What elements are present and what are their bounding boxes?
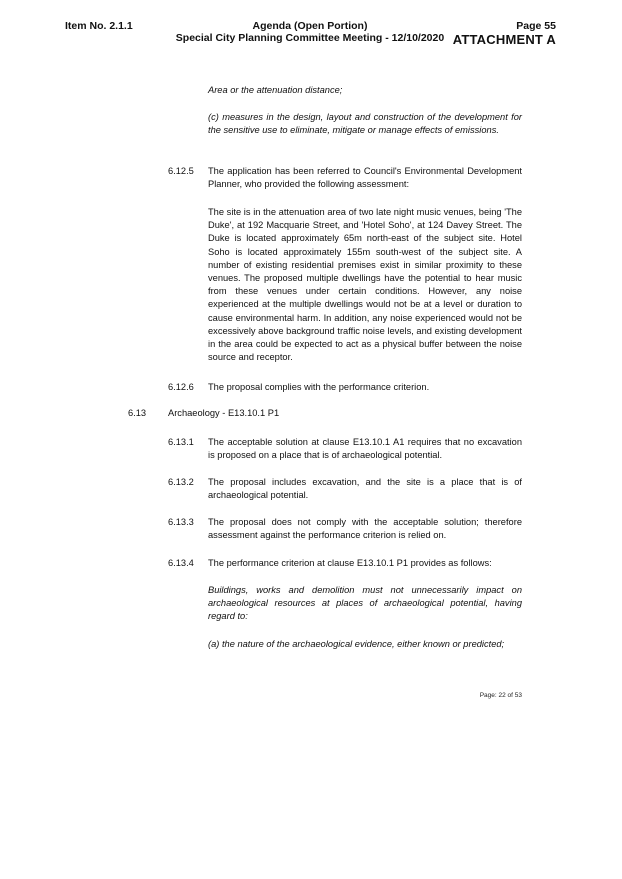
- page-header-right: [453, 20, 556, 47]
- section-6-13-4-text: The performance criterion at clause E13.10.1 P1 provides as follows:: [208, 558, 492, 568]
- section-6-13-1-text: The acceptable solution at clause E13.10.1 A1 requires that no excavation is proposed on a place that is of archaeological potential.: [208, 437, 522, 461]
- section-6-13-heading: Archaeology - E13.10.1 P1: [168, 408, 280, 418]
- section-number-6-13-2: 6.13.2: [168, 477, 194, 487]
- section-number-6-13-3: 6.13.3: [168, 517, 194, 527]
- section-number-6-13-4: 6.13.4: [168, 558, 194, 568]
- clause-a: (a) the nature of the archaeological evidence, either known or predicted;: [208, 639, 505, 649]
- section-6-12-6-text: The proposal complies with the performance criterion.: [208, 382, 430, 392]
- section-6-13-3-text: The proposal does not comply with the acceptable solution; therefore assessment against the performance criterion is relied on.: [208, 517, 522, 541]
- page-number: Page 55: [516, 20, 556, 32]
- performance-criterion-text: Buildings, works and demolition must not unnecessarily impact on archaeological resources at places of archaeological potential, having regard to:: [208, 585, 522, 622]
- section-number-6-13-1: 6.13.1: [168, 437, 194, 447]
- agenda-header: [160, 20, 460, 44]
- meeting-title: Special City Planning Committee Meeting - 12/10/2020: [175, 32, 445, 44]
- attachment-label: ATTACHMENT A: [452, 32, 556, 47]
- clause-c: (c) measures in the design, layout and construction of the development for the sensitive use to eliminate, mitigate or manage effects of emissions.: [208, 112, 522, 136]
- clause-area-line: Area or the attenuation distance;: [208, 85, 343, 95]
- section-number-6-12-5: 6.12.5: [168, 166, 194, 176]
- section-number-6-12-6: 6.12.6: [168, 382, 194, 392]
- environmental-assessment-text: The site is in the attenuation area of two late night music venues, being 'The Duke', at 192 Macquarie Street, and 'Hotel Soho', at 124 Davey Street. The Duke is located approximately 65m north-east of the subject site. Hotel Soho is located approximately 155m south-west of the subject site. A number of existing residential premises exist in similar proximity to these venues. The proposed multiple dwellings have the potential to hear music from these venues under certain conditions. However, any noise experienced at the multiple dwellings would not be at a level or duration to cause environmental harm. In addition, any noise experienced would not be excessively above background traffic noise levels, and existing development in the area could be expected to act as a physical buffer between the noise source and receptor.: [208, 207, 522, 363]
- section-number-6-13: 6.13: [128, 408, 147, 418]
- page-count: Page: 22 of 53: [479, 692, 522, 699]
- item-number: Item No. 2.1.1: [65, 20, 133, 32]
- agenda-title: Agenda (Open Portion): [252, 20, 368, 32]
- section-6-13-2-text: The proposal includes excavation, and the site is a place that is of archaeological potential.: [208, 477, 522, 501]
- section-6-12-5-text: The application has been referred to Council's Environmental Development Planner, who provided the following assessment:: [208, 166, 522, 190]
